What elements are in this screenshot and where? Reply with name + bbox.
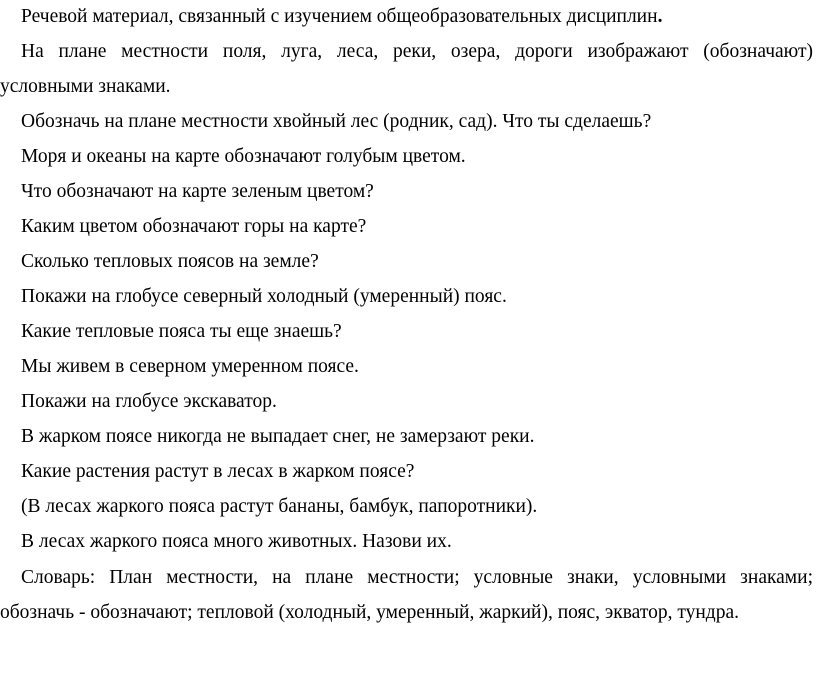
- paragraph-line: Какие тепловые пояса ты еще знаешь?: [21, 321, 342, 342]
- vocabulary-line: обозначь - обозначают; тепловой (холодный, умеренный, жаркий), пояс, экватор, тундра.: [0, 602, 740, 623]
- paragraph-line: условными знаками.: [0, 76, 171, 97]
- paragraph-line: Сколько тепловых поясов на земле?: [21, 251, 319, 272]
- paragraph-line: Мы живем в северном умеренном поясе.: [21, 356, 359, 377]
- paragraph-line: Покажи на глобусе экскаватор.: [21, 391, 277, 412]
- paragraph-line: (В лесах жаркого пояса растут бананы, бамбук, папоротники).: [21, 496, 538, 517]
- paragraph-line: Покажи на глобусе северный холодный (умеренный) пояс.: [21, 286, 507, 307]
- paragraph-line: Обозначь на плане местности хвойный лес (родник, сад). Что ты сделаешь?: [21, 111, 652, 132]
- paragraph-line: Моря и океаны на карте обозначают голубым цветом.: [21, 146, 466, 167]
- paragraph-line: Что обозначают на карте зеленым цветом?: [21, 181, 374, 202]
- vocabulary-line: Словарь: План местности, на плане местности; условные знаки, условными знаками;: [21, 567, 813, 588]
- paragraph-line: На плане местности поля, луга, леса, реки, озера, дороги изображают (обозначают): [21, 41, 813, 62]
- paragraph-line: В жарком поясе никогда не выпадает снег, не замерзают реки.: [21, 426, 535, 447]
- heading-period: .: [657, 6, 663, 27]
- paragraph-line: В лесах жаркого пояса много животных. Назови их.: [21, 531, 452, 552]
- heading: [0, 5, 813, 29]
- paragraph-line: Какие растения растут в лесах в жарком поясе?: [21, 461, 415, 482]
- paragraph-line: Каким цветом обозначают горы на карте?: [21, 216, 367, 237]
- heading-text: Речевой материал, связанный с изучением общеобразовательных дисциплин: [21, 6, 658, 27]
